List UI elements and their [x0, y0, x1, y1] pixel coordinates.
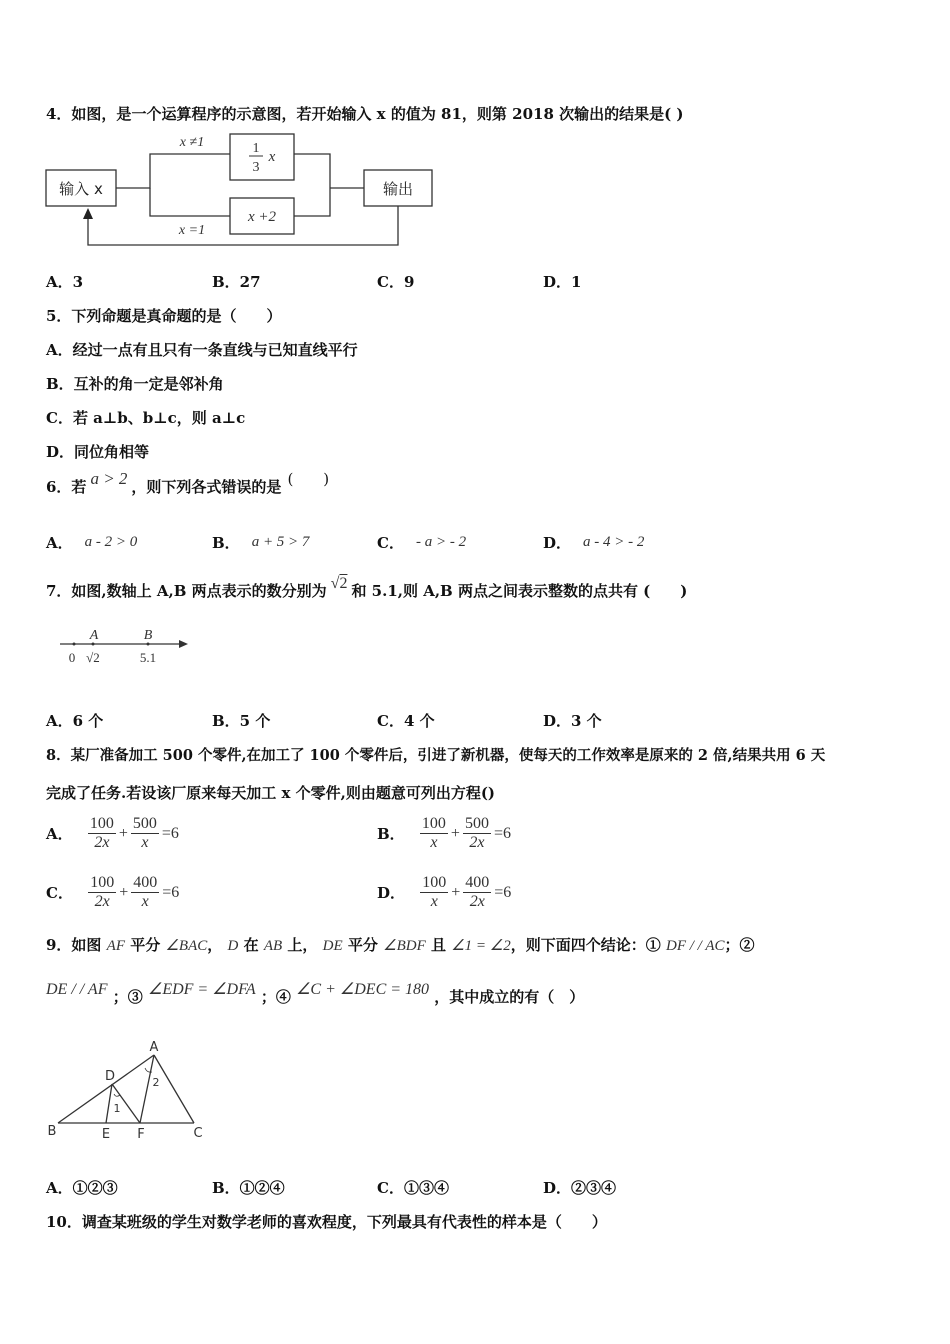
q9-stem-line1: 9．如图 AF 平分 ∠BAC， D 在 AB 上， DE 平分 ∠BDF 且 ∠1 = ∠2，则下面四个结论：① DF / / AC；②: [46, 936, 755, 954]
q5-option-d[interactable]: D．同位角相等: [46, 443, 150, 461]
q6-paren: ( ): [287, 470, 330, 488]
q6-option-a[interactable]: [46, 532, 137, 553]
q7-stem: [46, 575, 688, 601]
q7-stem-prefix: 7．如图,数轴上 A,B 两点表示的数分别为: [46, 582, 327, 600]
segment-ac: [154, 1055, 194, 1123]
q9-triangle-figure: [44, 1040, 214, 1146]
q4-stem: 4．如图，是一个运算程序的示意图，若开始输入 x 的值为 81，则第 2018 次输出的结果是( ): [46, 105, 684, 123]
top-op-box: [230, 134, 294, 180]
label-a: A: [149, 1040, 159, 1055]
q4-option-a[interactable]: A．3: [46, 273, 84, 291]
bottom-op: x +2: [247, 209, 277, 225]
q6-option-b-letter: B．: [212, 534, 240, 552]
q9-option-a[interactable]: A．①②③: [46, 1179, 118, 1197]
label-b: B: [47, 1124, 57, 1139]
q4-option-b[interactable]: B．27: [212, 273, 261, 291]
q8-option-d[interactable]: D． $\frac{100}{x}$ + $\frac{400}{2x}$ =6: [377, 874, 512, 910]
q7-option-a[interactable]: A．6 个: [46, 712, 104, 730]
q8-stem-line2: 完成了任务.若设该厂原来每天加工 x 个零件,则由题意可列出方程(): [46, 784, 496, 802]
q4-flowchart: [44, 130, 444, 252]
zero-label: 0: [68, 650, 76, 665]
q9-stem-line2: DE / / AF ；③ ∠EDF = ∠DFA ；④ ∠C + ∠DEC = 180 ，其中成立的有（ ）: [46, 981, 585, 1006]
q6-stem: [46, 469, 330, 497]
point-b-label: B: [143, 628, 153, 643]
label-angle-1: 1: [113, 1102, 121, 1115]
q4-option-c[interactable]: C．9: [377, 273, 415, 291]
top-op-denominator: 3: [252, 160, 260, 175]
top-op-numerator: 1: [252, 141, 260, 156]
segment-ba: [58, 1055, 154, 1123]
q6-option-d-expr: a - 4 > - 2: [583, 534, 645, 550]
q6-option-c-letter: C．: [377, 534, 404, 552]
top-condition: x ≠1: [179, 135, 205, 150]
q6-stem-suffix: ，则下列各式错误的是: [131, 478, 282, 496]
q7-option-b[interactable]: B．5 个: [212, 712, 271, 730]
q6-option-c-expr: - a > - 2: [415, 534, 467, 550]
q9-option-b[interactable]: B．①②④: [212, 1179, 285, 1197]
q8-option-c[interactable]: C． $\frac{100}{2x}$ + $\frac{400}{x}$ =6: [46, 874, 180, 910]
q8-option-a[interactable]: A． $\frac{100}{2x}$ + $\frac{500}{x}$ =6: [46, 815, 179, 851]
b-value-label: 5.1: [139, 650, 157, 665]
q7-stem-suffix: 和 5.1,则 A,B 两点之间表示整数的点共有 ( ): [351, 582, 688, 600]
q5-option-c[interactable]: C．若 a⊥b、b⊥c，则 a⊥c: [46, 409, 246, 427]
q6-condition: a > 2: [90, 469, 128, 488]
q5-stem: 5．下列命题是真命题的是（ ）: [46, 307, 282, 325]
q9-option-c[interactable]: C．①③④: [377, 1179, 449, 1197]
q6-option-a-expr: a - 2 > 0: [84, 534, 138, 550]
bottom-condition: x =1: [178, 223, 206, 238]
q6-option-c[interactable]: [377, 532, 466, 553]
q6-option-d-letter: D．: [543, 534, 572, 552]
q6-option-b-expr: a + 5 > 7: [251, 534, 310, 550]
output-label: 输出: [382, 180, 414, 198]
return-arrow-head: [83, 208, 93, 219]
q8-stem-line1: 8．某厂准备加工 500 个零件,在加工了 100 个零件后，引进了新机器，使每天的工作效率是原来的 2 倍,结果共用 6 天: [46, 747, 826, 764]
input-label: 输入 x: [59, 180, 103, 198]
label-f: F: [137, 1127, 145, 1142]
q6-option-a-letter: A．: [46, 534, 73, 552]
top-op-var: x: [268, 149, 276, 165]
q6-option-d[interactable]: [543, 532, 644, 553]
q8-option-b[interactable]: B． $\frac{100}{x}$ + $\frac{500}{2x}$ =6: [377, 815, 511, 851]
q7-option-d[interactable]: D．3 个: [543, 712, 602, 730]
a-value-label: √2: [86, 650, 100, 665]
q6-option-b[interactable]: [212, 532, 309, 553]
q5-option-a[interactable]: A．经过一点有且只有一条直线与已知直线平行: [46, 341, 358, 359]
label-c: C: [193, 1126, 203, 1141]
q7-sqrt: √2: [330, 575, 348, 592]
q4-option-d[interactable]: D．1: [543, 273, 582, 291]
q6-stem-prefix: 6．若: [46, 478, 87, 496]
q5-option-b[interactable]: B．互补的角一定是邻补角: [46, 375, 224, 393]
q10-stem: 10．调查某班级的学生对数学老师的喜欢程度，下列最具有代表性的样本是（ ）: [46, 1213, 607, 1231]
label-angle-2: 2: [152, 1076, 160, 1089]
segment-af: [140, 1055, 154, 1123]
segment-de: [106, 1084, 112, 1123]
q7-option-c[interactable]: C．4 个: [377, 712, 435, 730]
label-d: D: [104, 1069, 116, 1084]
q7-number-line: [58, 624, 198, 670]
label-e: E: [101, 1127, 111, 1142]
q9-option-d[interactable]: D．②③④: [543, 1179, 617, 1197]
point-a-label: A: [89, 628, 99, 643]
